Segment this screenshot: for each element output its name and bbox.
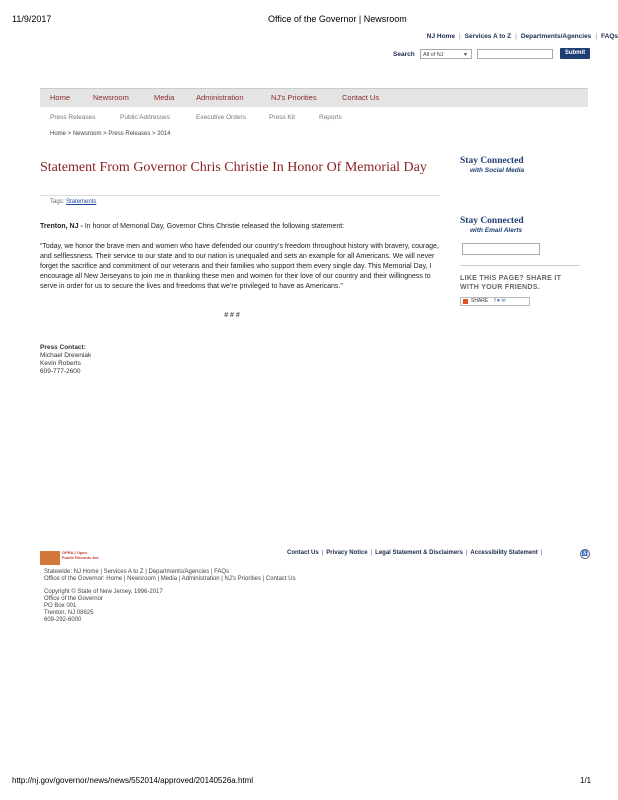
social-services-icon: f ♥ ✉	[494, 298, 506, 304]
email-heading[interactable]: Stay Connected	[460, 216, 524, 226]
article-end-mark: # # #	[224, 312, 240, 319]
title-divider	[40, 195, 440, 196]
sidebar-divider	[460, 265, 580, 266]
article-dateline: Trenton, NJ - In honor of Memorial Day, Governor Chris Christie released the following statement:	[40, 223, 345, 230]
footer-address: Copyright © State of New Jersey, 1996-2017 Office of the Governor PO Box 001 Trenton, NJ 08625 609-292-6000	[44, 589, 163, 623]
breadcrumb[interactable]: Home > Newsroom > Press Releases > 2014	[50, 131, 171, 137]
search-bar	[393, 50, 586, 58]
footer-accessibility[interactable]: Accessibility Statement	[470, 550, 538, 556]
article-title: Statement From Governor Chris Christie In Honor Of Memorial Day	[40, 160, 427, 175]
tag-link-statements[interactable]: Statements	[66, 199, 97, 205]
util-link-nj-home[interactable]: NJ Home	[426, 33, 455, 40]
subnav-executive-orders[interactable]: Executive Orders	[196, 114, 246, 121]
subnav-press-kit[interactable]: Press Kit	[269, 114, 296, 121]
print-title: Office of the Governor | Newsroom	[268, 14, 407, 24]
print-page-number: 1/1	[580, 776, 592, 785]
share-prompt: LIKE THIS PAGE? SHARE IT WITH YOUR FRIENDS.	[460, 275, 562, 291]
share-plus-icon	[463, 299, 468, 304]
search-input[interactable]	[477, 49, 553, 59]
footer-contact-us[interactable]: Contact Us	[287, 550, 319, 556]
search-scope-select[interactable]: All of NJ ▼	[420, 49, 472, 59]
search-submit-button[interactable]: Submit	[560, 48, 590, 59]
subnav-public-addresses[interactable]: Public Addresses	[120, 114, 170, 121]
subnav-reports[interactable]: Reports	[319, 114, 342, 121]
email-subheading[interactable]: with Email Alerts	[470, 227, 523, 234]
press-contact: Press Contact: Michael Drewniak Kevin Roberts 609-777-2600	[40, 344, 92, 375]
footer-links: Contact Us | Privacy Notice | Legal Statement & Disclaimers | Accessibility Statement |	[287, 550, 543, 556]
nav-media[interactable]: Media	[154, 93, 175, 102]
util-link-services[interactable]: Services A to Z	[464, 33, 512, 40]
search-label: Search	[393, 51, 415, 58]
utility-nav: NJ Home | Services A to Z | Departments/Agencies | FAQs	[426, 33, 618, 40]
footer-office-links[interactable]: Office of the Governor: Home | Newsroom | Media | Administration | NJ's Priorities | Contact Us	[44, 576, 296, 582]
nav-administration[interactable]: Administration	[196, 93, 244, 102]
article-quote: “Today, we honor the brave men and women who have defended our country’s freedom throughout history with bravery, courage, and selflessness. Their service to our state and to our nation is unequaled and sets an example for all Americans. We will never forget the sacrifice and commitment of our veterans and their families who support them every single day. This Memorial Day, I encourage all New Jerseyans to join me in thanking these men and women for their love of our country and their willingness to serve in order for us to secure the lives and freedoms that we’re privileged to have as Americans.”	[40, 243, 439, 290]
print-date: 11/9/2017	[12, 14, 52, 24]
main-nav	[40, 88, 588, 107]
chevron-down-icon: ▼	[463, 52, 468, 58]
nav-home[interactable]: Home	[50, 93, 71, 102]
share-button[interactable]: SHARE f ♥ ✉	[460, 297, 530, 306]
social-subheading[interactable]: with Social Media	[470, 167, 525, 174]
footer-legal[interactable]: Legal Statement & Disclaimers	[375, 550, 463, 556]
email-alert-input[interactable]	[462, 243, 540, 255]
nav-newsroom[interactable]: Newsroom	[93, 93, 129, 102]
opra-logo[interactable]: OPRA | Open Public Records Act	[40, 551, 80, 565]
subnav-press-releases[interactable]: Press Releases	[50, 114, 96, 121]
print-url: http://nj.gov/governor/news/news/552014/approved/20140526a.html	[12, 776, 254, 785]
social-heading[interactable]: Stay Connected	[460, 156, 524, 166]
util-link-faqs[interactable]: FAQs	[601, 33, 618, 40]
footer-statewide-links[interactable]: Statewide: NJ Home | Services A to Z | Departments/Agencies | FAQs	[44, 569, 230, 575]
nav-contact-us[interactable]: Contact Us	[342, 93, 380, 102]
footer-privacy[interactable]: Privacy Notice	[326, 550, 368, 556]
util-link-departments[interactable]: Departments/Agencies	[520, 33, 592, 40]
article-tags: Tags: Statements	[50, 199, 97, 205]
accessibility-icon[interactable]: ♿	[581, 551, 589, 557]
nav-priorities[interactable]: NJ's Priorities	[271, 93, 317, 102]
